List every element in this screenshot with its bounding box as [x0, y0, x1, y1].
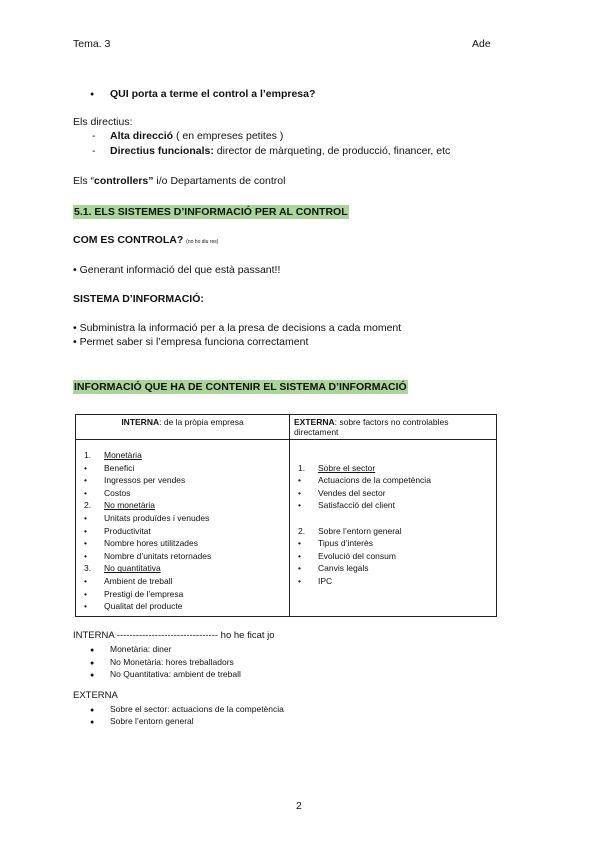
externa-row-text: Actuacions de la competència [318, 475, 431, 486]
directius-item-2 [110, 145, 450, 157]
externa-row [294, 576, 492, 589]
externa-row-marker: • [298, 475, 301, 486]
notes-interna-item-3: ● No Quantitativa: ambient de treball [110, 669, 241, 679]
com-es-controla-title [73, 234, 218, 246]
externa-row-marker: • [298, 575, 301, 586]
interna-row [80, 538, 285, 551]
interna-row-text: Productivitat [104, 525, 151, 536]
externa-row-text: IPC [318, 575, 333, 586]
externa-row-text: Canvis legals [318, 563, 369, 574]
controllers-bold: controllers” [94, 175, 154, 187]
interna-header-rest: : de la pròpia empresa [159, 417, 244, 427]
externa-row [294, 538, 492, 551]
externa-row-text: Vendes del sector [318, 487, 386, 498]
interna-row-text: No quantitativa [104, 563, 161, 574]
interna-header-bold: INTERNA [121, 417, 160, 427]
com-es-bullet: • Generant informació del que està passant!! [73, 264, 281, 276]
notes-externa-title: EXTERNA [73, 690, 118, 701]
interna-row [80, 513, 285, 526]
interna-row-marker: • [84, 601, 87, 612]
notes-interna-line: INTERNA -------------------------------- ho he ficat jo [73, 630, 275, 641]
interna-row-marker: 3. [84, 563, 92, 574]
interna-row-text: Ambient de treball [104, 575, 173, 586]
interna-row [80, 589, 285, 602]
notes-externa-item-1: ● Sobre el sector: actuacions de la competència [110, 704, 284, 714]
externa-row-marker: • [298, 538, 301, 549]
informacio-heading: INFORMACIÓ QUE HA DE CONTENIR EL SISTEMA D’INFORMACIÓ [74, 381, 407, 393]
interna-row-marker: 2. [84, 500, 92, 511]
interna-row-marker: • [84, 525, 87, 536]
externa-header-rest: : sobre factors no controlables directament [294, 417, 449, 437]
interna-row [80, 450, 285, 463]
interna-row [80, 576, 285, 589]
interna-row [80, 563, 285, 576]
information-table [75, 414, 497, 617]
interna-row-marker: • [84, 462, 87, 473]
directius-item-1-rest: ( en empreses petites ) [173, 130, 284, 142]
notes-interna-item-1: ● Monetària: diner [110, 644, 171, 654]
interna-row-text: Monetària [104, 450, 142, 460]
externa-row [294, 475, 492, 488]
interna-row [80, 551, 285, 564]
externa-row [294, 563, 492, 576]
interna-row-marker: • [84, 512, 87, 523]
section-heading-5-1: 5.1. ELS SISTEMES D’INFORMACIÓ PER AL CONTROL [74, 206, 348, 218]
interna-row-text: Benefici [104, 462, 135, 473]
externa-row-marker: • [298, 500, 301, 511]
controllers-pre: Els “ [73, 175, 94, 187]
com-es-note: (no ho diu res) [186, 239, 219, 245]
interna-row [80, 526, 285, 539]
externa-row-marker: • [298, 563, 301, 574]
interna-row-marker: 1. [84, 450, 92, 460]
externa-body-cell [290, 440, 497, 617]
externa-row [294, 488, 492, 501]
question-heading: ● QUI porta a terme el control a l’empresa? [110, 88, 315, 100]
notes-interna-item-2: ● No Monetària: hores treballadors [110, 657, 234, 667]
externa-row [294, 551, 492, 564]
externa-row [294, 450, 492, 463]
interna-row-text: No monetària [104, 500, 156, 511]
directius-intro: Els directius: [73, 116, 133, 128]
externa-row-marker: 1. [298, 462, 306, 473]
externa-row-marker: 2. [298, 525, 306, 536]
directius-item-2-rest: director de màrqueting, de producció, financer, etc [213, 145, 451, 157]
externa-header-bold: EXTERNA [294, 417, 335, 427]
interna-row-text: Costos [104, 487, 131, 498]
interna-row [80, 601, 285, 614]
externa-row-marker: • [298, 487, 301, 498]
interna-row-text: Prestigi de l’empresa [104, 588, 184, 599]
externa-row [294, 463, 492, 476]
notes-externa-item-2: ● Sobre l’entorn general [110, 716, 194, 726]
externa-row [294, 526, 492, 539]
header-right: Ade [472, 38, 491, 50]
directius-item-2-bold: Directius funcionals: [110, 145, 214, 157]
sistema-title: SISTEMA D’INFORMACIÓ: [73, 293, 204, 305]
interna-row [80, 463, 285, 476]
externa-row-text: Tipus d’interès [318, 538, 373, 549]
externa-row-marker: • [298, 550, 301, 561]
interna-row-text: Nombre d’unitats retornades [104, 550, 212, 561]
sistema-bullet-1: • Subministra la informació per a la presa de decisions a cada moment [73, 322, 402, 334]
interna-row-marker: • [84, 487, 87, 498]
com-es-title-text: COM ES CONTROLA? [73, 234, 184, 246]
interna-row-marker: • [84, 550, 87, 561]
page-number: 2 [296, 800, 302, 812]
externa-row-text: Sobre el sector [318, 462, 376, 473]
controllers-post: i/o Departaments de control [153, 175, 286, 187]
interna-row [80, 475, 285, 488]
interna-row-text: Qualitat del producte [104, 601, 183, 612]
interna-row-marker: • [84, 538, 87, 549]
externa-row [294, 500, 492, 513]
interna-row-marker: • [84, 588, 87, 599]
externa-row-text: Satisfacció del client [318, 500, 396, 511]
interna-row [80, 500, 285, 513]
interna-row-text: Ingressos per vendes [104, 475, 186, 486]
interna-row-text: Nombre hores utilitzades [104, 538, 199, 549]
interna-row-marker: • [84, 575, 87, 586]
interna-body-cell [76, 440, 290, 617]
interna-header-cell [76, 415, 290, 440]
externa-row-text: Sobre l’entorn general [318, 525, 402, 536]
externa-row-text: Evolució del consum [318, 550, 396, 561]
interna-row-text: Unitats produïdes i venudes [104, 512, 210, 523]
sistema-bullet-2: • Permet saber si l’empresa funciona correctament [73, 336, 309, 348]
externa-header-cell [290, 415, 497, 440]
externa-row [294, 513, 492, 526]
directius-item-1 [110, 130, 283, 142]
interna-row [80, 488, 285, 501]
header-left: Tema. 3 [73, 38, 111, 50]
directius-item-1-bold: Alta direcció [110, 130, 174, 142]
controllers-line [73, 175, 285, 187]
interna-row-marker: • [84, 475, 87, 486]
